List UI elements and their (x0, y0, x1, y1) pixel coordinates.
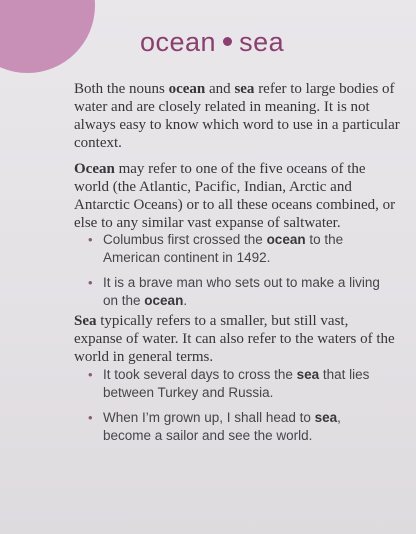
example-text: , become a sailor and see the world. (103, 410, 341, 443)
intro-keyword-ocean: ocean (168, 81, 206, 97)
example-keyword: sea (314, 410, 338, 425)
bullet-icon: • (88, 232, 93, 247)
title-word-ocean: ocean (140, 27, 217, 57)
example-text: Columbus first crossed the (103, 232, 267, 247)
example-text: It is a brave man who sets out to make a living on the (103, 275, 380, 308)
sea-definition-text: typically refers to a smaller, but still vast, expanse of water. It can also refer to the waters of the world in general terms. (74, 313, 395, 365)
sea-definition-keyword: Sea (74, 313, 97, 329)
ocean-definition-paragraph (74, 160, 400, 232)
ocean-definition-keyword: Ocean (74, 161, 115, 177)
list-item (88, 231, 388, 267)
section-number-badge (0, 0, 95, 73)
intro-paragraph (74, 80, 400, 152)
list-item (88, 274, 388, 310)
bullet-icon: • (88, 367, 93, 382)
ocean-definition-text: may refer to one of the five oceans of the world (the Atlantic, Pacific, Indian, Arctic and Antarctic Oceans) or to all these oceans combined, or else to any similar vast expanse of saltwater. (74, 161, 396, 231)
example-keyword: sea (296, 367, 320, 382)
sea-definition-paragraph (74, 312, 400, 366)
list-item (88, 366, 388, 402)
list-item (88, 409, 388, 445)
bullet-icon: • (88, 410, 93, 425)
ocean-examples-list (88, 231, 388, 317)
bullet-icon: • (88, 275, 93, 290)
sea-examples-list (88, 366, 388, 452)
example-text: to the American continent in 1492. (103, 232, 344, 265)
intro-text-2: and (205, 81, 235, 97)
title-word-sea: sea (239, 27, 285, 57)
intro-text-3: refer to large bodies of water and are closely related in meaning. It is not always easy to know which word to use in a particular context. (74, 81, 400, 151)
example-keyword: ocean (266, 232, 306, 247)
example-text: It took several days to cross the (103, 367, 297, 382)
example-keyword: ocean (144, 293, 184, 308)
page-title (140, 27, 284, 58)
example-text: When I’m grown up, I shall head to (103, 410, 315, 425)
intro-keyword-sea: sea (234, 81, 255, 97)
title-separator-dot (223, 37, 232, 46)
example-text: that lies between Turkey and Russia. (103, 367, 370, 400)
intro-text-1: Both the nouns (74, 81, 169, 97)
example-text: . (183, 293, 188, 308)
